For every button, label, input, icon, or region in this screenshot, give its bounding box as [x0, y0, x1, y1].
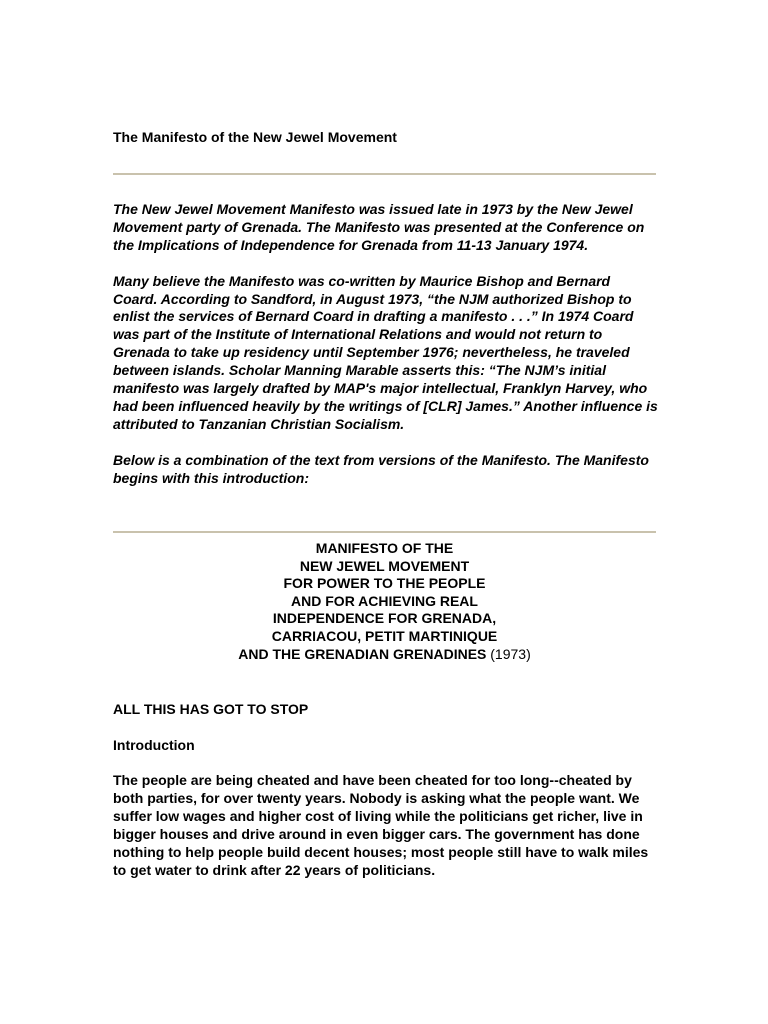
manifesto-heading-line: NEW JEWEL MOVEMENT: [299, 557, 470, 574]
intro-section: [113, 201, 658, 505]
manifesto-heading: [113, 540, 656, 663]
section-heading: ALL THIS HAS GOT TO STOP: [113, 701, 309, 717]
horizontal-rule: [113, 531, 656, 533]
manifesto-heading-last-line: [113, 646, 656, 664]
intro-paragraph: The New Jewel Movement Manifesto was issued late in 1973 by the New Jewel Movement party of Grenada. The Manifesto was presented at the Conference on the Implications of Independence for Grenada from 11-13 January 1974.: [113, 201, 645, 253]
manifesto-heading-line: CARRIACOU, PETIT MARTINIQUE: [271, 627, 498, 644]
body-paragraph: The people are being cheated and have been cheated for too long--cheated by both parties, for over twenty years. Nobody is asking what the people want. We suffer low wages and higher cost of living while the politicians get richer, live in bigger houses and drive around in even bigger cars. The government has done nothing to help people build decent houses; most people still have to walk miles to get water to drink after 22 years of politicians.: [113, 772, 649, 878]
manifesto-heading-line: AND FOR ACHIEVING REAL: [291, 592, 478, 609]
intro-paragraph: Many believe the Manifesto was co-written by Maurice Bishop and Bernard Coard. According to Sandford, in August 1973, “the NJM authorized Bishop to enlist the services of Bernard Coard in drafting a manifesto . . .” In 1974 Coard was part of the Institute of International Relations and would not return to Grenada to take up residency until September 1976; nevertheless, he traveled between islands. Scholar Manning Marable asserts this: “The NJM’s initial manifesto was largely drafted by MAP's major intellectual, Franklyn Harvey, who had been influenced heavily by the writings of [CLR] James.” Another influence is attributed to Tanzanian Christian Socialism.: [113, 272, 658, 432]
intro-paragraph: Below is a combination of the text from versions of the Manifesto. The Manifesto begins with this introduction:: [113, 451, 649, 486]
manifesto-heading-line: FOR POWER TO THE PEOPLE: [283, 575, 486, 592]
horizontal-rule: [113, 173, 656, 175]
manifesto-heading-last-text: AND THE GRENADIAN GRENADINES: [238, 645, 487, 662]
manifesto-heading-line: INDEPENDENCE FOR GRENADA,: [272, 610, 497, 627]
subsection-heading: Introduction: [113, 737, 195, 753]
manifesto-heading-year: (1973): [490, 645, 531, 662]
manifesto-heading-line: MANIFESTO OF THE: [315, 540, 454, 556]
document-title: The Manifesto of the New Jewel Movement: [113, 129, 397, 145]
